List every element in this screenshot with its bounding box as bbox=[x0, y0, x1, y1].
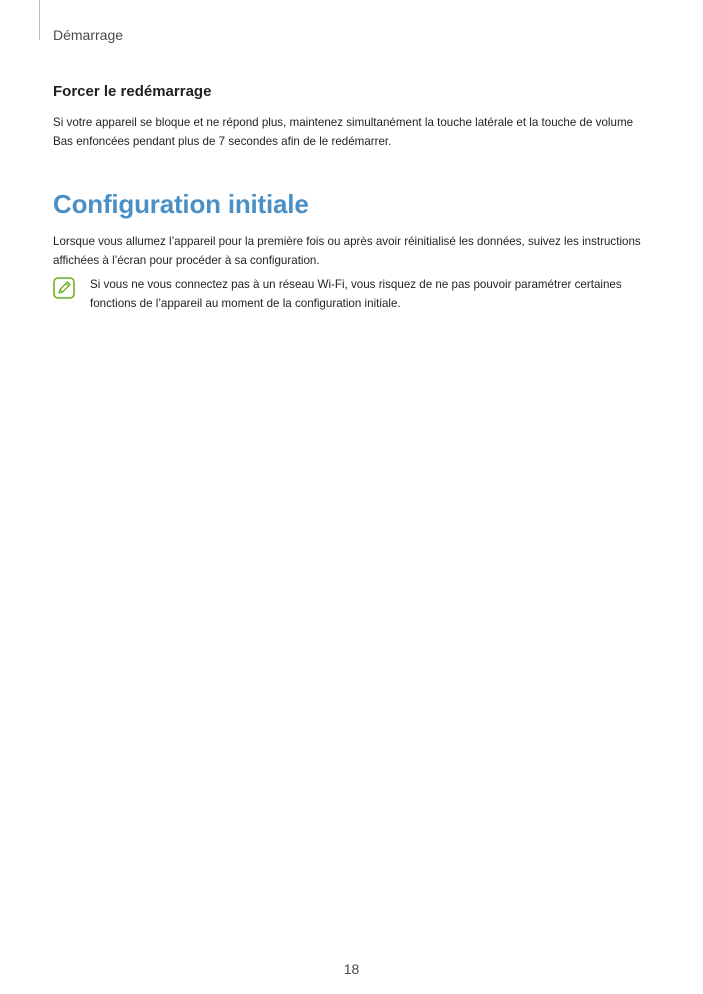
paragraph-initial-setup: Lorsque vous allumez l’appareil pour la première fois ou après avoir réinitialisé les données, suivez les instructions affichées à l’écran pour procéder à sa configuration. bbox=[53, 235, 641, 267]
section-title: Configuration initiale bbox=[53, 189, 309, 219]
paragraph-force-restart: Si votre appareil se bloque et ne répond plus, maintenez simultanément la touche latérale et la touche de volume Bas enfoncées pendant plus de 7 secondes afin de le redémarrer. bbox=[53, 116, 634, 148]
margin-rule bbox=[39, 0, 40, 40]
subheading-force-restart: Forcer le redémarrage bbox=[53, 83, 212, 100]
note-text: Si vous ne vous connectez pas à un réseau Wi-Fi, vous risquez de ne pas pouvoir paramétrer certaines fonctions de l’appareil au moment de la configuration initiale. bbox=[90, 278, 622, 310]
running-header: Démarrage bbox=[53, 27, 124, 43]
note-pencil-icon bbox=[53, 277, 75, 299]
page-number: 18 bbox=[343, 961, 360, 977]
